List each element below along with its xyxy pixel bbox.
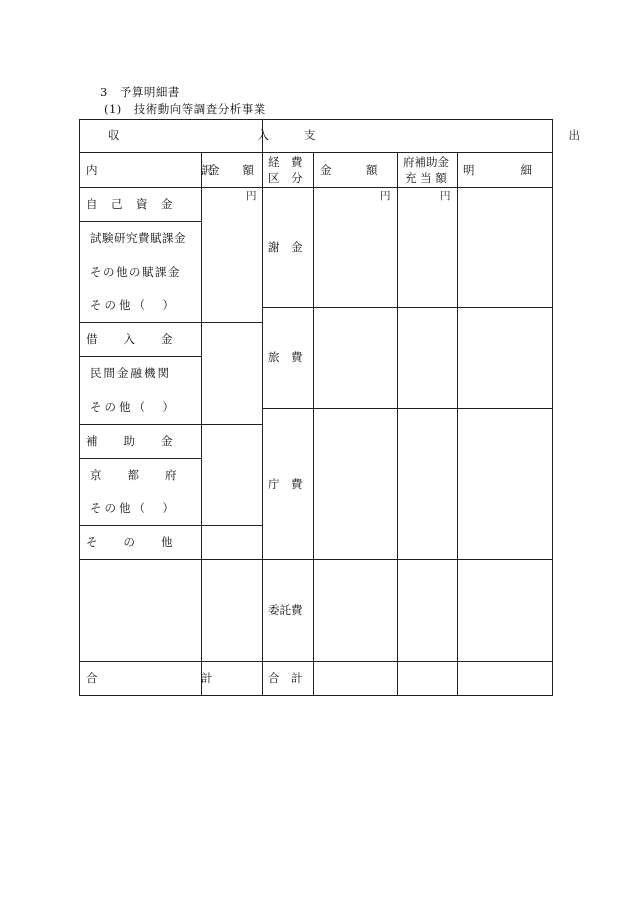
income-row-border [79, 559, 263, 560]
income-item-kyoto-pref: 京 都 府 [90, 468, 178, 482]
income-item-other-levy: その他の賦課金 [90, 265, 181, 279]
expense-row-border [262, 408, 553, 409]
unit-yen-subsidy: 円 [440, 190, 451, 202]
table-border-top [79, 119, 553, 120]
table-border-expense-amount [397, 152, 398, 696]
income-row-border [79, 458, 202, 459]
income-item-subsidy: 補 助 金 [86, 434, 174, 448]
income-row-border [79, 322, 263, 323]
expense-category-outsourcing: 委託費 [268, 603, 303, 617]
income-item-other-1: その他（ ） [90, 298, 177, 312]
expense-total-label: 合 計 [268, 671, 303, 685]
expense-category-travel: 旅 費 [268, 350, 303, 364]
column-header-breakdown: 内 訳 [86, 163, 213, 177]
column-header-category-line2: 区 分 [268, 171, 303, 185]
column-header-details: 明 細 [463, 163, 532, 177]
income-item-borrowing: 借 入 金 [86, 332, 174, 346]
column-header-subsidy-line2: 充 当 額 [405, 171, 447, 185]
income-item-other-2: その他（ ） [90, 400, 177, 414]
expense-category-office: 庁 費 [268, 477, 303, 491]
income-item-own-funds: 自 己 資 金 [86, 197, 174, 211]
income-total-label: 合 計 [86, 671, 213, 685]
income-item-research-levy: 試験研究費賦課金 [90, 231, 186, 245]
income-item-other-3: その他（ ） [90, 501, 177, 515]
table-border-left [79, 119, 80, 696]
expense-category-honorarium: 謝 金 [268, 240, 303, 254]
subsection-heading: (1) 技術動向等調査分析事業 [104, 102, 266, 116]
income-header: 収 入 [108, 128, 269, 142]
expense-row-border [262, 307, 553, 308]
section-heading: 3 予算明細書 [100, 85, 180, 99]
income-row-border [79, 424, 263, 425]
column-header-subsidy-line1: 府補助金 [403, 155, 449, 169]
unit-yen-income: 円 [246, 190, 257, 202]
income-item-others: そ の 他 [86, 535, 174, 549]
table-border-total [79, 661, 553, 662]
table-border-subsidy [457, 152, 458, 696]
table-border-header [79, 152, 553, 153]
income-row-border [79, 221, 202, 222]
income-row-border [79, 525, 263, 526]
column-header-category-line1: 経 費 [268, 155, 303, 169]
expense-header: 支 出 [304, 128, 580, 142]
column-header-expense-amount: 金 額 [320, 163, 378, 177]
income-item-private-bank: 民間金融機関 [90, 366, 171, 380]
table-border-subheader [79, 187, 553, 188]
table-border-category [313, 152, 314, 696]
unit-yen-expense: 円 [380, 190, 391, 202]
column-header-amount: 金 額 [208, 163, 254, 177]
income-row-border [79, 356, 202, 357]
table-border-bottom [79, 695, 553, 696]
expense-row-border [262, 559, 553, 560]
